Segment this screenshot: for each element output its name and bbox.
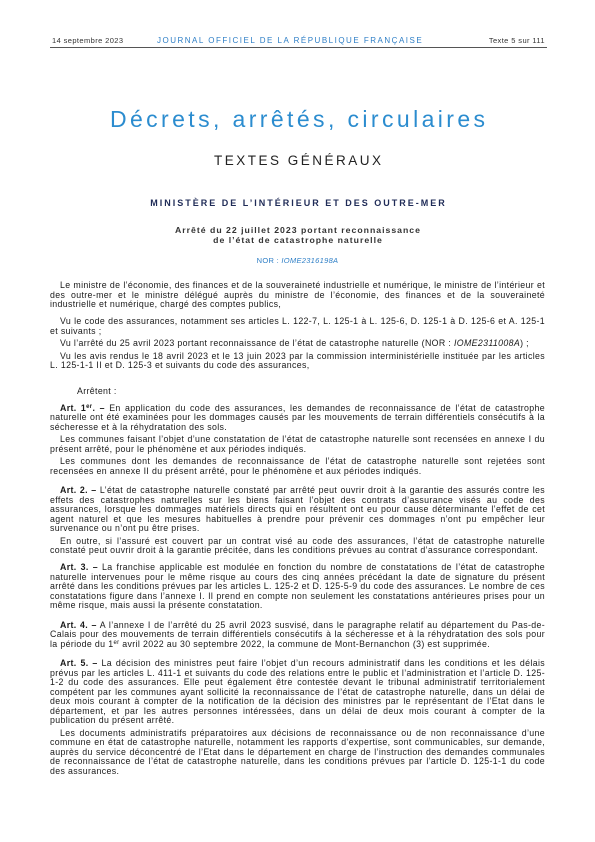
section-title: Décrets, arrêtés, circulaires [109, 106, 489, 132]
visa-arrete-end: ) ; [520, 338, 529, 348]
article-4-text-end: avril 2022 au 30 septembre 2022, la commune de Mont-Bernanchon (3) est supprimée. [122, 638, 491, 649]
act-title [0, 226, 595, 245]
article-3-text: La franchise applicable est modulée en fonction du nombre de constatations de l’état de catastrophe naturelle intervenues pour le même risque au cours des cinq années précédant la date de signature du présent arrêté dans les conditions prévues par les articles L. 125-2 et D. 125-5-9 du code des assurances. Le nombre de ces constatations figure dans l’annexe I. Il prend en compte non seulement les constatations antérieures prises pour un même risque, mais aussi la présente constatation. [50, 562, 546, 610]
text-reference: Texte 5 sur 111 [488, 36, 545, 45]
visa-arrete-text: Vu l’arrêté du 25 avril 2023 portant reconnaissance de l’état de catastrophe naturelle (NOR : [60, 338, 452, 348]
nor-label: NOR : [256, 255, 279, 265]
article-1-label: Art. 1 [60, 402, 87, 413]
header-rule [50, 47, 547, 48]
article-1-label-end: . – [92, 402, 105, 413]
publication-date: 14 septembre 2023 [52, 36, 124, 45]
visa-arrete-nor-code: IOME2311008A [453, 338, 521, 348]
article-1-paragraph-2: Les communes faisant l’objet d’une constatation de l’état de catastrophe naturelle sont recensées en annexe I du présent arrêté, pour le phénomène et aux périodes indiqués. [50, 434, 545, 454]
article-2-label: Art. 2. – [60, 485, 97, 495]
article-4-paragraph-1 [50, 621, 545, 650]
article-5-paragraph-1 [50, 659, 545, 726]
article-5-text: La décision des ministres peut faire l’objet d’un recours administratif dans les conditions et les délais prévus par les articles L. 411-1 et suivants du code des relations entre le public et l’administration et l’article D. 125-1-2 du code des assurances. Elle peut également être contestée devant le tribunal administratif territorialement compétent par les communes ayant sollicité la reconnaissance de l’état de catastrophe naturelle, dans un délai de deux mois courant à compter de la notification de la décision des ministres par le représentant de l’Etat dans le département, et par les autres personnes intéressées, dans un délai de deux mois courant à compter de la publication du présent arrêté. [50, 658, 546, 725]
enacting-formula: Arrêtent : [77, 385, 117, 396]
preamble-authors: Le ministre de l’économie, des finances et de la souveraineté industrielle et numérique, le ministre de l’intérieur et des outre-mer et le ministre délégué auprès du ministre de l’économie, des finances et de la souveraineté industrielle et numérique, chargé des comptes publics, [50, 280, 545, 309]
article-1-paragraph-3: Les communes dont les demandes de reconnaissance de l’état de catastrophe naturelle sont rejetées sont recensées en annexe II du présent arrêté, pour le phénomène et aux périodes indiqués. [50, 456, 545, 476]
article-5-paragraph-2: Les documents administratifs préparatoires aux décisions de reconnaissance ou de non reconnaissance d’une commune en état de catastrophe naturelle, notamment les rapports d’expertise, sont communicables, sur demande, auprès du service déconcentré de l’Etat dans le département en charge de l’instruction des demandes communales de reconnaissance de l’état de catastrophe naturelle, dans les conditions prévues par l’article D. 125-1-1 du code des assurances. [50, 727, 545, 776]
journal-name: JOURNAL OFFICIEL DE LA RÉPUBLIQUE FRANÇAISE [157, 36, 424, 45]
nor-reference [0, 256, 595, 265]
act-title-line-1: Arrêté du 22 juillet 2023 portant reconnaissance [175, 225, 421, 235]
visa-arrete [50, 339, 545, 349]
article-3-paragraph-1 [50, 563, 545, 611]
article-2-paragraph-1 [50, 486, 545, 534]
act-title-line-2: de l’état de catastrophe naturelle [213, 234, 383, 245]
visa-code-assurances: Vu le code des assurances, notamment ses articles L. 122-7, L. 125-1 à L. 125-6, D. 125-1 à D. 125-6 et A. 125-1 et suivants ; [50, 316, 545, 336]
article-4-label: Art. 4. – [60, 619, 97, 630]
nor-code: IOME2316198A [281, 255, 339, 265]
article-1-label-superscript: er [86, 403, 93, 410]
subsection-title: TEXTES GÉNÉRAUX [213, 153, 384, 168]
article-4-text-start: A l’annexe I de l’arrêté du 25 avril 2023 susvisé, dans le paragraphe relatif au département du Pas-de-Calais pour des mouvements de terrain différentiels consécutifs à la sécheresse et à la réhydratation des sols pour la période du 1 [50, 619, 545, 649]
article-1-text: En application du code des assurances, les demandes de reconnaissance de l’état de catastrophe naturelle ont été examinées pour les dommages causés par les mouvements de terrain différentiels consécutifs à la sécheresse et à la réhydratation des sols. [50, 402, 545, 432]
article-1-paragraph-1 [50, 404, 545, 433]
act-body [50, 281, 545, 776]
article-2-paragraph-2: En outre, si l’assuré est couvert par un contrat visé au code des assurances, l’état de catastrophe naturelle constaté peut ouvrir droit à la garantie précitée, dans les conditions prévues au contrat d’assurance correspondant. [50, 535, 545, 555]
visa-avis: Vu les avis rendus le 18 avril 2023 et le 13 juin 2023 par la commission interministérielle instituée par les articles L. 125-1-1 II et D. 125-3 et suivants du code des assurances, [50, 350, 545, 370]
article-4-date-superscript: er [113, 639, 120, 646]
article-3-label: Art. 3. – [60, 562, 98, 572]
article-2-text: L’état de catastrophe naturelle constaté par arrêté peut ouvrir droit à la garantie des assurés contre les effets des catastrophes naturelles sur les biens faisant l’objet des contrats d’assurance visés au code des assurances, lorsque les dommages matériels directs qui en résultent ont eu pour cause déterminante l’effet de cet agent naturel et que les mesures habituelles à prendre pour prévenir ces dommages n’ont pu empêcher leur survenance ou n’ont pu être prises. [50, 485, 546, 533]
ministry-heading: MINISTÈRE DE L’INTÉRIEUR ET DES OUTRE-MER [150, 197, 447, 208]
article-5-label: Art. 5. – [60, 658, 98, 668]
